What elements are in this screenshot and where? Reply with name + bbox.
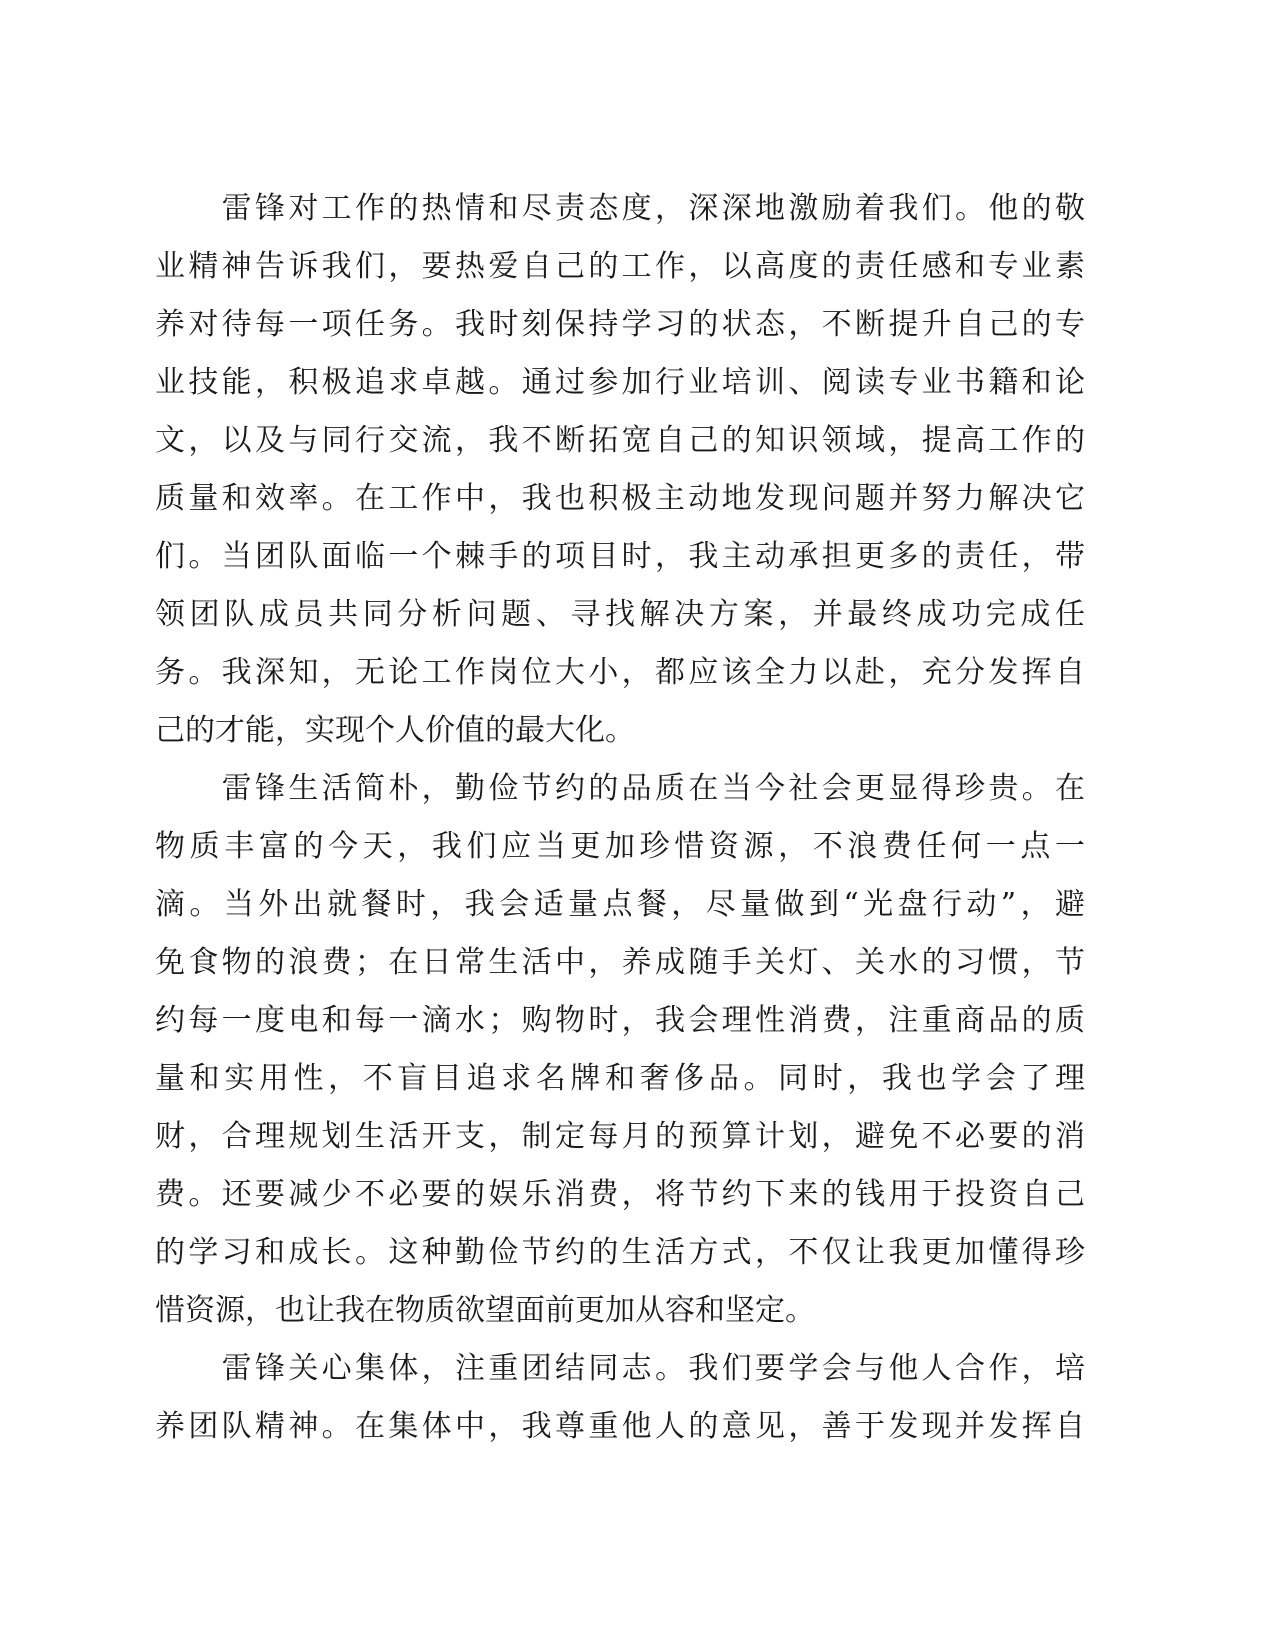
text-line: 务。我深知，无论工作岗位大小，都应该全力以赴，充分发挥自 — [155, 655, 1085, 690]
text-line: 雷锋关心集体，注重团结同志。我们要学会与他人合作，培 — [155, 1351, 1085, 1386]
text-line: 雷锋生活简朴，勤俭节约的品质在当今社会更显得珍贵。在 — [155, 771, 1085, 806]
text-line: 养团队精神。在集体中，我尊重他人的意见，善于发现并发挥自 — [155, 1409, 1085, 1444]
text-line: 的学习和成长。这种勤俭节约的生活方式，不仅让我更加懂得珍 — [155, 1235, 1085, 1270]
text-line: 惜资源，也让我在物质欲望面前更加从容和坚定。 — [155, 1293, 815, 1328]
paragraph-frugality — [155, 760, 1085, 1340]
text-line: 物质丰富的今天，我们应当更加珍惜资源，不浪费任何一点一 — [155, 829, 1085, 864]
text-line: 己的才能，实现个人价值的最大化。 — [155, 713, 635, 748]
text-line: 量和实用性，不盲目追求名牌和奢侈品。同时，我也学会了理 — [155, 1061, 1085, 1096]
text-line: 养对待每一项任务。我时刻保持学习的状态，不断提升自己的专 — [155, 307, 1085, 342]
text-line: 们。当团队面临一个棘手的项目时，我主动承担更多的责任，带 — [155, 539, 1085, 574]
text-line: 质量和效率。在工作中，我也积极主动地发现问题并努力解决它 — [155, 481, 1085, 516]
text-line: 滴。当外出就餐时，我会适量点餐，尽量做到“光盘行动”，避 — [155, 887, 1085, 922]
text-line: 业技能，积极追求卓越。通过参加行业培训、阅读专业书籍和论 — [155, 365, 1085, 400]
text-line: 业精神告诉我们，要热爱自己的工作，以高度的责任感和专业素 — [155, 249, 1085, 284]
text-line: 雷锋对工作的热情和尽责态度，深深地激励着我们。他的敬 — [155, 191, 1085, 226]
document-body — [155, 180, 1085, 1456]
text-line: 约每一度电和每一滴水；购物时，我会理性消费，注重商品的质 — [155, 1003, 1085, 1038]
text-line: 费。还要减少不必要的娱乐消费，将节约下来的钱用于投资自己 — [155, 1177, 1085, 1212]
text-line: 领团队成员共同分析问题、寻找解决方案，并最终成功完成任 — [155, 597, 1085, 632]
text-line: 财，合理规划生活开支，制定每月的预算计划，避免不必要的消 — [155, 1119, 1085, 1154]
paragraph-teamwork — [155, 1340, 1085, 1456]
paragraph-work-dedication — [155, 180, 1085, 760]
text-line: 文，以及与同行交流，我不断拓宽自己的知识领域，提高工作的 — [155, 423, 1085, 458]
text-line: 免食物的浪费；在日常生活中，养成随手关灯、关水的习惯，节 — [155, 945, 1085, 980]
